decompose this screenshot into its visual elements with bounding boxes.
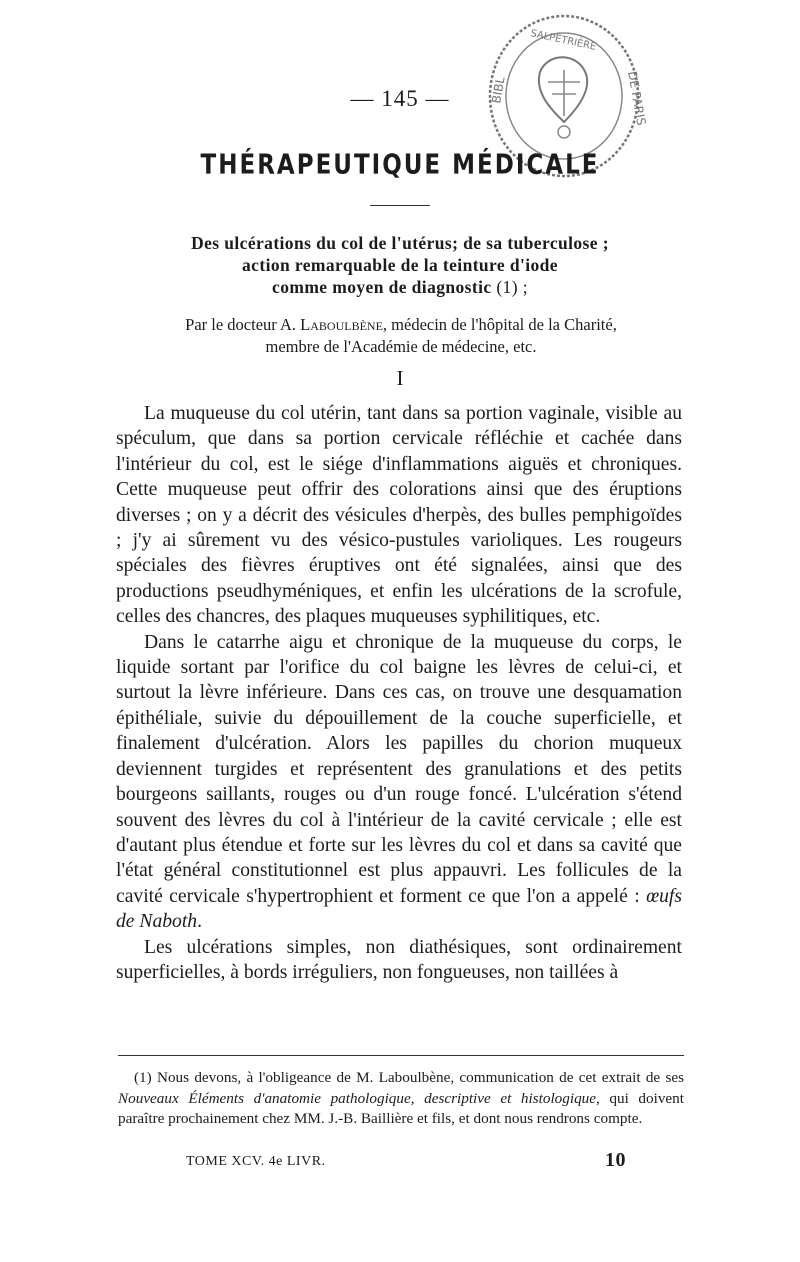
body-text	[116, 401, 682, 985]
footnote-rule	[118, 1055, 684, 1056]
signature-mark: 10	[605, 1149, 626, 1171]
paragraph-1: La muqueuse du col utérin, tant dans sa portion vaginale, visible au spéculum, que dans sa portion cervicale réfléchie et cachée dans l'intérieur du col, est le siége d'inflammations aiguës et chroniques. Cette muqueuse peut offrir des colorations ainsi que des éruptions diverses ; on y a décrit des vésicules d'herpès, des bulles pemphigoïdes ; j'y ai sûrement vu des vésico-pustules varioliques. Les rougeurs spéciales des fièvres éruptives ont été signalées, ainsi que des productions pseudhyméniques, et enfin les ulcérations de la scrofule, celles des chancres, des plaques muqueuses syphilitiques, etc.	[116, 403, 682, 628]
section-title: THÉRAPEUTIQUE MÉDICALE	[200, 149, 600, 181]
footnote-marker: (1)	[134, 1069, 152, 1086]
svg-text:BIBL: BIBL	[489, 75, 508, 105]
paragraph-2-end: .	[197, 911, 202, 933]
footnote	[118, 1068, 684, 1130]
article-title-line-1: Des ulcérations du col de l'utérus; de sa tuberculose ;	[191, 233, 609, 253]
article-title-line-2: action remarquable de la teinture d'iode	[242, 255, 558, 275]
article-title-line-3-end: ;	[522, 277, 528, 297]
footnote-text	[118, 1068, 684, 1130]
paragraph-2	[116, 630, 682, 935]
volume-label: TOME XCV. 4e LIVR.	[186, 1154, 326, 1169]
svg-text:SALPÊTRIÈRE: SALPÊTRIÈRE	[529, 28, 598, 53]
paragraph-2-text: Dans le catarrhe aigu et chronique de la muqueuse du corps, le liquide sortant par l'orifice du col baigne les lèvres de celui-ci, et surtout la lèvre inférieure. Dans ces cas, on trouve une desquamation épithéliale, suivie du dépouillement de la couche superficielle, et finalement d'ulcération. Alors les papilles du chorion muqueux deviennent turgides et représentent des granulations et des petits bourgeons saillants, rouges ou d'un rouge foncé. L'ulcération s'étend souvent des lèvres du col à l'intérieur de la cavité cervicale ; elle est d'autant plus étendue et forte sur les lèvres du col et dans sa cavité que l'état général constitutionnel est plus appauvri. Les follicules de la cavité cervicale s'hypertrophient et forment ce que l'on a appelé :	[116, 631, 682, 907]
footnote-text-start: Nous devons, à l'obligeance de M. Laboulbène, communication de cet extrait de ses	[157, 1069, 685, 1086]
author-line-1	[118, 314, 684, 336]
chapter-numeral: I	[396, 366, 404, 390]
paragraph-2-italic: œufs de Naboth	[116, 885, 682, 933]
article-title	[100, 232, 700, 298]
footnote-reference[interactable]: (1)	[496, 277, 518, 297]
paragraph-3: Les ulcérations simples, non diathésiques, sont ordinairement superficielles, à bords irréguliers, non fongueuses, non taillées à	[116, 936, 682, 983]
page-number: — 145 —	[350, 86, 450, 111]
signature-line	[186, 1149, 626, 1171]
author-prefix: Par le docteur A.	[185, 315, 297, 334]
author-line	[118, 314, 684, 358]
author-role: , médecin de l'hôpital de la Charité,	[382, 315, 617, 334]
title-rule	[370, 205, 430, 206]
svg-text:DE PARIS: DE PARIS	[625, 70, 649, 127]
author-name: Laboulbène	[300, 315, 383, 334]
article-title-line-3	[100, 276, 700, 298]
article-title-line-3-text: comme moyen de diagnostic	[272, 277, 492, 297]
footnote-text-end: qui doivent paraître prochainement chez MM. J.-B. Baillière et fils, et dont nous rendrons compte.	[118, 1089, 684, 1127]
footnote-book-title: Nouveaux Éléments d'anatomie pathologique, descriptive et histologique,	[118, 1089, 600, 1107]
author-line-2: membre de l'Académie de médecine, etc.	[265, 337, 537, 356]
